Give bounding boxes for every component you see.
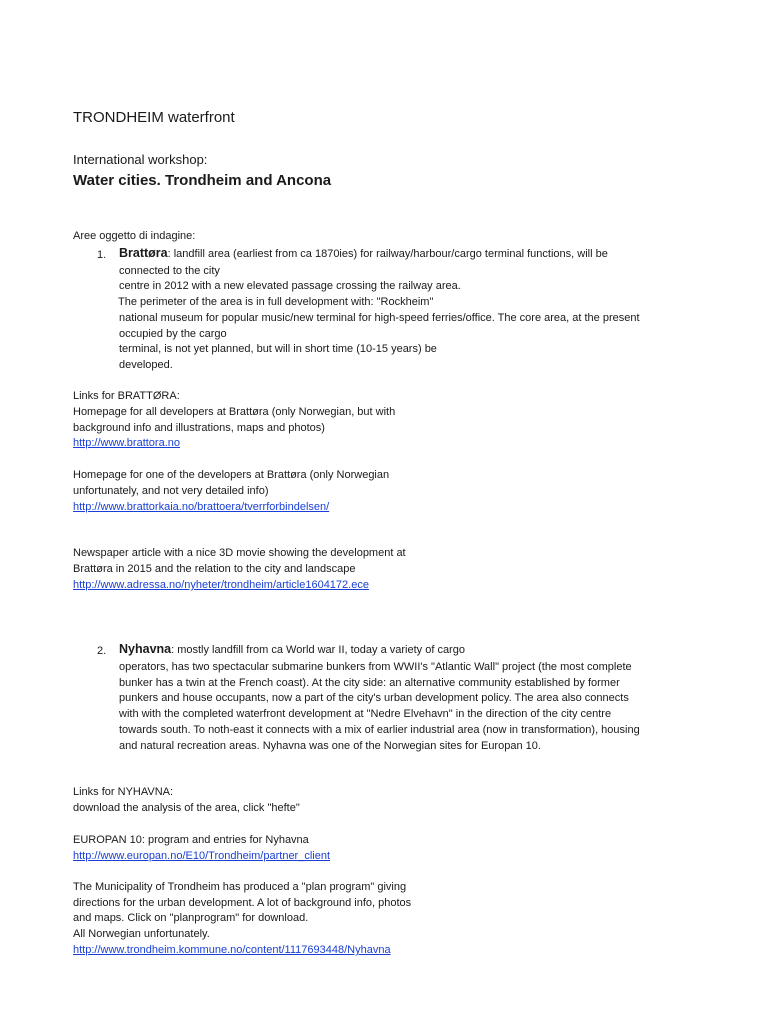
item1-line-3: The perimeter of the area is in full development with: "Rockheim" [118,296,434,308]
brattora-block3-line-0: Newspaper article with a nice 3D movie showing the development at [73,547,406,559]
list-number-2: 2. [97,645,107,657]
item1-line-1: connected to the city [119,265,220,277]
links-brattora-label: Links for BRATTØRA: [73,390,180,402]
municipality-line-2: and maps. Click on "planprogram" for download. [73,912,309,924]
brattora-homepage-link[interactable]: http://www.brattora.no [73,437,180,449]
item2-line-3: punkers and house occupants, now a part of the city's urban development policy. The area also connects [119,692,629,704]
item2-name: Nyhavna [119,642,172,656]
document-title: TRONDHEIM waterfront [73,109,235,126]
links-nyhavna-label: Links for NYHAVNA: [73,786,174,798]
item1-line-4: national museum for popular music/new terminal for high-speed ferries/office. The core area, at the present [119,312,640,324]
brattora-block2-line-0: Homepage for one of the developers at Brattøra (only Norwegian [73,469,390,481]
item2-line-5: towards south. To noth-east it connects with a mix of earlier industrial area (now in transformation), housing [119,724,640,736]
brattora-block1-line-1: background info and illustrations, maps and photos) [73,422,325,434]
item2-first-line [119,641,465,658]
municipality-line-0: The Municipality of Trondheim has produced a "plan program" giving [73,881,407,893]
item1-name: Brattøra [119,246,168,260]
item2-line-0: : mostly landfill from ca World war II, today a variety of cargo [171,644,465,656]
item1-line-6: terminal, is not yet planned, but will in short time (10-15 years) be [119,343,437,355]
item2-line-4: with with the completed waterfront development at "Nedre Elvehavn" in the direction of the city centre [119,708,612,720]
brattora-block2-line-1: unfortunately, and not very detailed info) [73,485,269,497]
municipality-line-1: directions for the urban development. A lot of background info, photos [73,897,412,909]
areas-label: Aree oggetto di indagine: [73,230,196,242]
europan-label: EUROPAN 10: program and entries for Nyhavna [73,834,309,846]
item1-line-5: occupied by the cargo [119,328,227,340]
municipality-line-3: All Norwegian unfortunately. [73,928,210,940]
nyhavna-download-text: download the analysis of the area, click "hefte" [73,802,300,814]
item1-line-7: developed. [119,359,173,371]
item1-line-0: : landfill area (earliest from ca 1870ies) for railway/harbour/cargo terminal functions, will be [167,248,608,260]
item1-line-2: centre in 2012 with a new elevated passage crossing the railway area. [119,280,461,292]
list-number-1: 1. [97,249,107,261]
brattora-block1-line-0: Homepage for all developers at Brattøra (only Norwegian, but with [73,406,396,418]
workshop-heading: Water cities. Trondheim and Ancona [73,172,332,189]
item2-line-1: operators, has two spectacular submarine bunkers from WWII's "Atlantic Wall" project (the most complete [119,661,632,673]
adressa-article-link[interactable]: http://www.adressa.no/nyheter/trondheim/article1604172.ece [73,579,369,591]
brattorkaia-link[interactable]: http://www.brattorkaia.no/brattoera/tverrforbindelsen/ [73,501,330,513]
item2-line-2: bunker has a twin at the French coast). At the city side: an alternative community established by former [119,677,620,689]
europan-link[interactable]: http://www.europan.no/E10/Trondheim/partner_client [73,850,331,862]
item2-line-6: and natural recreation areas. Nyhavna was one of the Norwegian sites for Europan 10. [119,740,541,752]
item1-first-line [119,245,608,262]
trondheim-kommune-link[interactable]: http://www.trondheim.kommune.no/content/1117693448/Nyhavna [73,944,391,956]
workshop-label: International workshop: [73,152,208,167]
brattora-block3-line-1: Brattøra in 2015 and the relation to the city and landscape [73,563,356,575]
